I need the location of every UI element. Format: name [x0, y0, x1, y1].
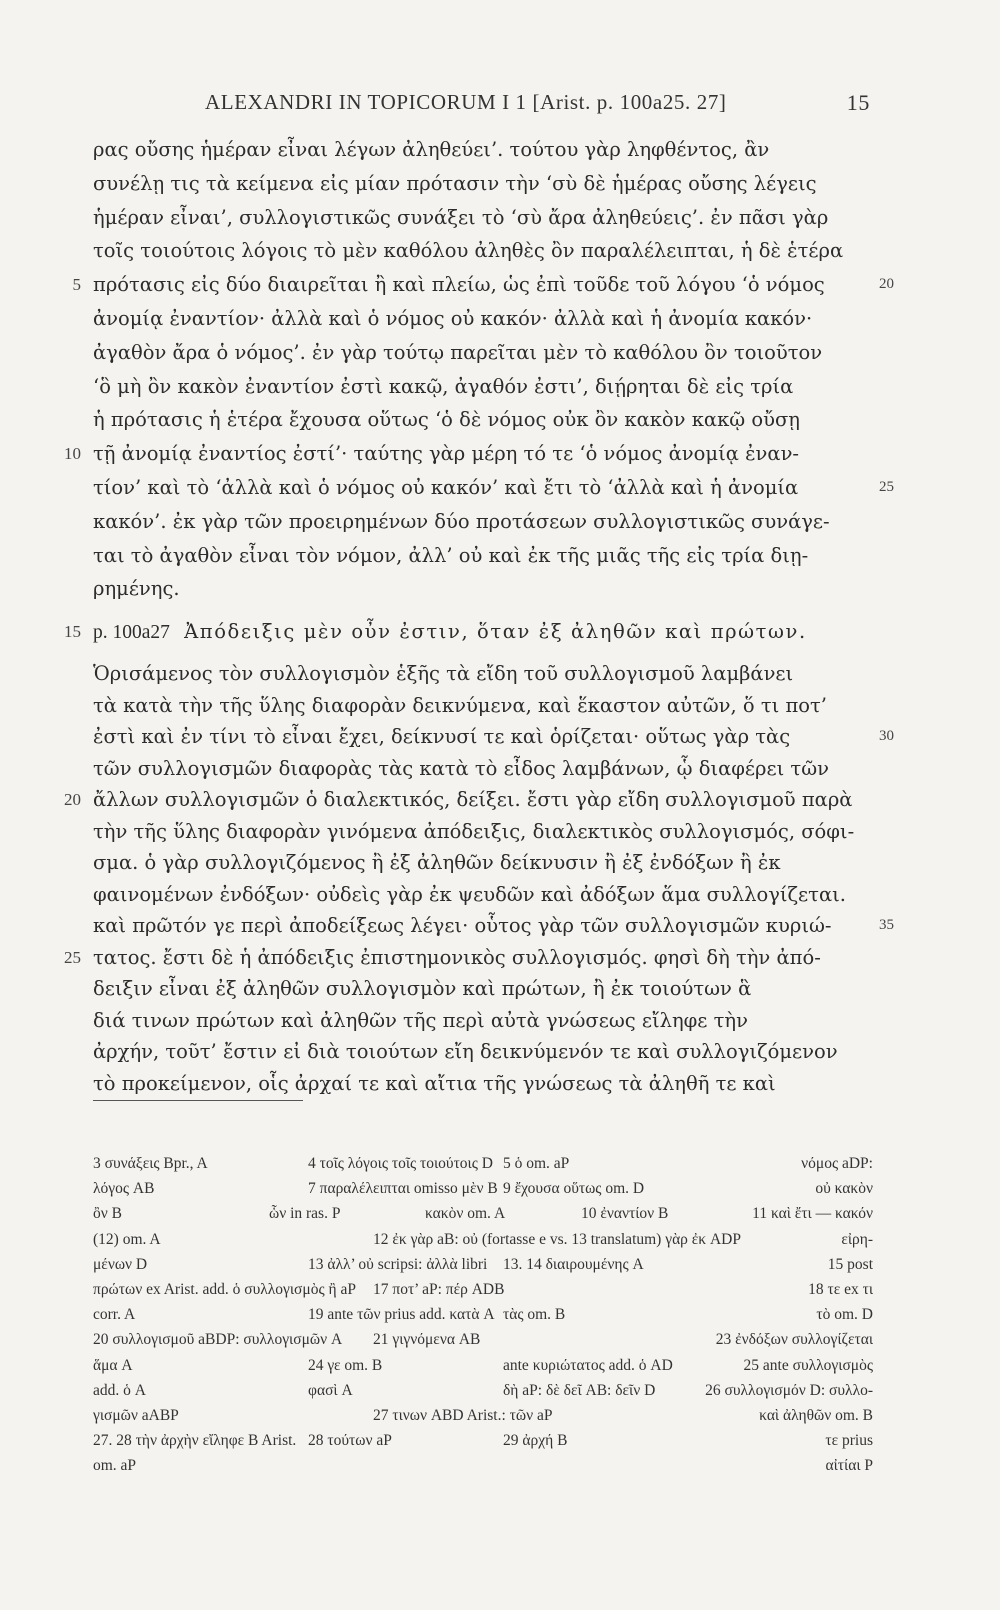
line-number: 25 [64, 947, 81, 967]
apparatus-entry: 4 τοῖς λόγοις τοῖς τοιούτοις D [308, 1155, 493, 1172]
text-line [93, 508, 873, 535]
line-text: ἡμέραν εἶναι’, συλλογιστικῶς συνάξει τὸ ‘σὺ ἄρα ἀληθεύεις’. ἐν πᾶσι γὰρ [93, 205, 829, 229]
apparatus-entry: 23 ἐνδόξων συλλογίζεται [715, 1331, 873, 1349]
apparatus-entry: 26 συλλογισμόν D: συλλο- [705, 1381, 873, 1399]
text-line [93, 406, 873, 433]
apparatus-entry: 27 τινων ABD Arist.: τῶν aP [373, 1407, 553, 1424]
line-number: 10 [64, 444, 81, 464]
line-text: Ὁρισάμενος τὸν συλλογισμὸν ἑξῆς τὰ εἴδη τοῦ συλλογισμοῦ λαμβάνει [93, 662, 794, 685]
line-text: δειξιν εἶναι ἐξ ἀληθῶν συλλογισμὸν καὶ πρώτων, ἢ ἐκ τοιούτων ἃ [93, 977, 752, 1000]
apparatus-line [93, 1152, 873, 1176]
text-line [93, 305, 873, 332]
apparatus-entry: 5 ὁ om. aP [503, 1155, 570, 1172]
apparatus-entry: αἰτίαι P [825, 1457, 873, 1475]
apparatus-line [93, 1429, 873, 1453]
apparatus-entry: ante κυριώτατος add. ὁ AD [503, 1356, 673, 1374]
apparatus-entry: ἅμα A [93, 1356, 133, 1374]
text-line [93, 204, 873, 231]
text-line [93, 136, 873, 163]
lemma-line [64, 618, 873, 646]
text-line [93, 692, 873, 719]
text-line [64, 944, 873, 971]
line-number: 15 [64, 622, 81, 641]
text-line [93, 881, 873, 908]
text-line [64, 786, 873, 813]
text-line [93, 474, 894, 501]
apparatus-entry: οὐ κακὸν [815, 1180, 873, 1198]
text-line [93, 849, 873, 876]
apparatus-line [93, 1454, 873, 1478]
line-text: ται τὸ ἀγαθὸν εἶναι τὸν νόμον, ἀλλ’ οὐ καὶ ἐκ τῆς μιᾶς τῆς εἰς τρία διῃ- [93, 543, 809, 567]
lemma-text: Ἀπόδειξις μὲν οὖν ἐστιν, ὅταν ἐξ ἀληθῶν καὶ πρώτων. [184, 620, 807, 643]
apparatus-entry: 19 ante τῶν prius add. κατὰ A [308, 1306, 495, 1324]
line-text: ‘ὃ μὴ ὂν κακὸν ἐναντίον ἐστὶ κακῷ, ἀγαθόν ἐστι’, διῄρηται δὲ εἰς τρία [93, 374, 794, 398]
apparatus-entry: 13 ἀλλ’ οὐ scripsi: ἀλλὰ libri [308, 1255, 488, 1273]
apparatus-line [93, 1303, 873, 1327]
text-line [93, 912, 894, 939]
apparatus-entry: ὂν B [93, 1205, 122, 1223]
lemma-reference: p. 100a27 [93, 622, 170, 643]
text-line [93, 575, 873, 602]
apparatus-entry: 9 ἔχουσα οὕτως om. D [503, 1180, 645, 1198]
margin-reference-number: 20 [879, 276, 894, 293]
apparatus-entry: γισμῶν aABP [93, 1407, 179, 1424]
apparatus-entry: corr. A [93, 1306, 136, 1324]
line-text: τοῖς τοιούτοις λόγοις τὸ μὲν καθόλου ἀληθὲς ὂν παραλέλειπται, ἡ δὲ ἑτέρα [93, 239, 844, 263]
line-text: διά τινων πρώτων καὶ ἀληθῶν τῆς περὶ αὐτὰ γνώσεως εἴληφε τὴν [93, 1008, 748, 1032]
apparatus-entry: τὸ om. D [816, 1306, 873, 1324]
apparatus-line [93, 1278, 873, 1302]
text-line [93, 542, 873, 569]
margin-reference-number: 25 [879, 479, 894, 495]
apparatus-entry: 21 γιγνόμενα AB [373, 1331, 481, 1349]
apparatus-entry: δὴ aP: δὲ δεῖ AB: δεῖν D [503, 1381, 656, 1399]
apparatus-entry: 24 γε om. B [308, 1356, 383, 1374]
line-text: ἀρχήν, τοῦτ’ ἔστιν εἰ διὰ τοιούτων εἴη δεικνύμενόν τε καὶ συλλογιζόμενον [93, 1040, 838, 1063]
text-line [93, 975, 873, 1002]
line-text: ρημένης. [93, 577, 180, 601]
apparatus-entry: 20 συλλογισμοῦ aBDP: συλλογισμῶν A [93, 1331, 343, 1349]
apparatus-entry: εἰρη- [841, 1230, 873, 1248]
apparatus-entry: 27. 28 τὴν ἀρχὴν εἴληφε B Arist. [93, 1432, 297, 1450]
apparatus-line [93, 1202, 873, 1226]
text-line [93, 1007, 873, 1034]
apparatus-entry: (12) om. A [93, 1230, 161, 1248]
apparatus-entry: μένων D [93, 1255, 148, 1273]
line-text: ρας οὔσης ἡμέραν εἶναι λέγων ἀληθεύει’. τούτου γὰρ ληφθέντος, ἂν [93, 138, 770, 161]
line-text: τὸ προκείμενον, οἷς ἀρχαί τε καὶ αἴτια τῆς γνώσεως τὰ ἀληθῆ τε καὶ [93, 1071, 776, 1095]
apparatus-entry: 18 τε ex τι [808, 1281, 873, 1298]
apparatus-entry: om. aP [93, 1457, 137, 1475]
apparatus-line [93, 1253, 873, 1277]
apparatus-entry: 17 ποτ’ aP: πέρ ADB [373, 1281, 505, 1298]
apparatus-line [93, 1379, 873, 1403]
apparatus-line [93, 1404, 873, 1428]
apparatus-entry: 12 ἐκ γὰρ aB: οὐ (fortasse e vs. 13 translatum) γὰρ ἐκ ADP [373, 1230, 741, 1248]
text-line [93, 170, 873, 197]
text-line [93, 339, 873, 366]
apparatus-entry: καὶ ἀληθῶν om. B [759, 1407, 873, 1424]
apparatus-entry: 15 post [827, 1255, 873, 1273]
text-line [93, 1038, 873, 1065]
text-line [93, 755, 873, 782]
text-line [93, 723, 894, 750]
line-number: 20 [64, 790, 81, 809]
apparatus-entry: 28 τούτων aP [308, 1432, 392, 1450]
line-text: κακόν’. ἐκ γὰρ τῶν προειρημένων δύο προτάσεων συλλογιστικῶς συνάγε- [93, 509, 830, 533]
text-line [93, 660, 873, 687]
line-text: ἄλλων συλλογισμῶν ὁ διαλεκτικός, δείξει. ἔστι γὰρ εἴδη συλλογισμοῦ παρὰ [93, 788, 853, 811]
line-text: σμα. ὁ γὰρ συλλογιζόμενος ἢ ἐξ ἀληθῶν δείκνυσιν ἢ ἐξ ἐνδόξων ἢ ἐκ [93, 851, 781, 874]
line-text: ἀνομίᾳ ἐναντίον· ἀλλὰ καὶ ὁ νόμος οὐ κακόν· ἀλλὰ καὶ ἡ ἀνομία κακόν· [93, 307, 813, 330]
apparatus-entry: πρώτων ex Arist. add. ὁ συλλογισμὸς ἢ aP [93, 1281, 356, 1298]
apparatus-entry: τὰς om. B [503, 1306, 566, 1324]
line-text: ἀγαθὸν ἄρα ὁ νόμος’. ἐν γὰρ τούτῳ παρεῖται μὲν τὸ καθόλου ὂν τοιοῦτον [93, 340, 823, 364]
line-text: τὴν τῆς ὕλης διαφορὰν γινόμενα ἀπόδειξις, διαλεκτικὸς συλλογισμός, σόφι- [93, 819, 855, 843]
line-text: συνέλῃ τις τὰ κείμενα εἰς μίαν πρότασιν τὴν ‘σὺ δὲ ἡμέρας οὔσης λέγεις [93, 171, 817, 195]
apparatus-entry: τε prius [825, 1432, 873, 1450]
text-line [93, 1070, 873, 1097]
running-header [205, 90, 870, 115]
text-line [64, 440, 873, 467]
margin-reference-number: 35 [879, 917, 894, 933]
line-text: τίον’ καὶ τὸ ‘ἀλλὰ καὶ ὁ νόμος οὐ κακόν’ καὶ ἔτι τὸ ‘ἀλλὰ καὶ ἡ ἀνομία [93, 476, 799, 499]
apparatus-entry: 11 καὶ ἔτι — κακόν [752, 1205, 873, 1223]
text-line [93, 373, 873, 400]
apparatus-entry: 25 ante συλλογισμὸς [743, 1356, 873, 1374]
line-text: ἐστὶ καὶ ἐν τίνι τὸ εἶναι ἔχει, δείκνυσί τε καὶ ὁρίζεται· οὕτως γὰρ τὰς [93, 725, 791, 748]
text-line [93, 237, 873, 264]
apparatus-entry: λόγος AB [93, 1180, 155, 1198]
apparatus-entry: add. ὁ A [93, 1381, 146, 1399]
line-text: τὰ κατὰ τὴν τῆς ὕλης διαφορὰν δεικνύμενα, καὶ ἕκαστον αὐτῶν, ὅ τι ποτ’ [93, 693, 827, 717]
apparatus-line [93, 1177, 873, 1201]
line-text: τατος. ἔστι δὲ ἡ ἀπόδειξις ἐπιστημονικὸς συλλογισμός. φησὶ δὴ τὴν ἀπό- [93, 945, 821, 969]
apparatus-entry: 29 ἀρχή B [503, 1432, 568, 1450]
apparatus-line [93, 1228, 873, 1252]
line-text: ἡ πρότασις ἡ ἑτέρα ἔχουσα οὕτως ‘ὁ δὲ νόμος οὐκ ὂν κακὸν κακῷ οὔσῃ [93, 408, 800, 432]
line-text: πρότασις εἰς δύο διαιρεῖται ἢ καὶ πλείω, ὡς ἐπὶ τοῦδε τοῦ λόγου ‘ὁ νόμος [93, 273, 825, 297]
apparatus-entry: κακὸν om. A [425, 1205, 506, 1223]
page-number: 15 [846, 90, 870, 115]
margin-reference-number: 30 [879, 728, 894, 744]
apparatus-entry: φασὶ A [308, 1381, 353, 1399]
text-line [72, 271, 894, 298]
line-text: τῶν συλλογισμῶν διαφορὰς τὰς κατὰ τὸ εἶδος λαμβάνων, ᾧ διαφέρει τῶν [93, 756, 829, 780]
apparatus-line [93, 1354, 873, 1378]
apparatus-entry: 3 συνάξεις Bpr., A [93, 1155, 208, 1172]
line-text: φαινομένων ἐνδόξων· οὐδεὶς γὰρ ἐκ ψευδῶν καὶ ἀδόξων ἅμα συλλογίζεται. [93, 882, 846, 906]
apparatus-entry: 7 παραλέλειπται omisso μὲν B [308, 1180, 498, 1198]
apparatus-line [93, 1328, 873, 1352]
apparatus-entry: 10 ἐναντίον B [581, 1205, 669, 1223]
text-line [93, 818, 873, 845]
line-number: 5 [72, 275, 81, 295]
apparatus-entry: 13. 14 διαιρουμένης A [503, 1255, 644, 1273]
running-title: ALEXANDRI IN TOPICORUM I 1 [Arist. p. 100a25. 27] [205, 90, 727, 114]
line-text: καὶ πρῶτόν γε περὶ ἀποδείξεως λέγει· οὗτος γὰρ τῶν συλλογισμῶν κυριώ- [93, 914, 832, 937]
apparatus-entry: νόμος aDP: [801, 1155, 873, 1172]
footnote-rule [93, 1100, 303, 1101]
line-text: τῇ ἀνομίᾳ ἐναντίος ἐστί’· ταύτης γὰρ μέρη τό τε ‘ὁ νόμος ἀνομίᾳ ἐναν- [93, 442, 800, 466]
apparatus-entry: ὧν in ras. P [269, 1205, 341, 1223]
